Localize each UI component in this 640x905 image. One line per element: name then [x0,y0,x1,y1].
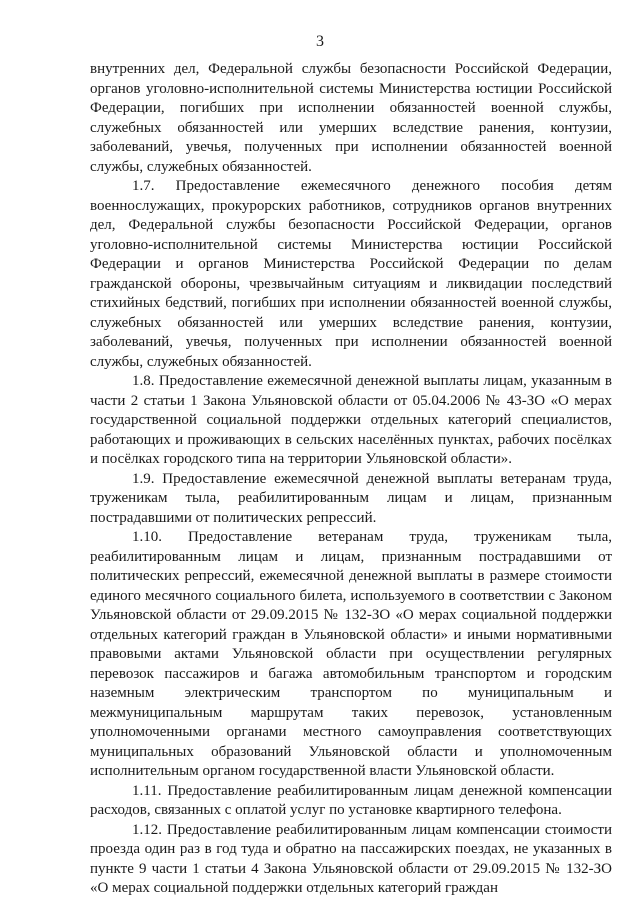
paragraph-1-10: 1.10. Предоставление ветеранам труда, труженикам тыла, реабилитированным лицам и лицам, признанным пострадавшими от политических репрессий, ежемесячной денежной выплаты в размере стоимости единого месячного социального билета, используемого в соответствии с Законом Ульяновской области от 29.09.2015 № 132-ЗО «О мерах социальной поддержки отдельных категорий граждан в Ульяновской области» и иными нормативными правовыми актами Ульяновской области при осуществлении регулярных перевозок пассажиров и багажа автомобильным транспортом и городским наземным электрическим транспортом по муниципальным и межмуниципальным маршрутам таких перевозок, установленным уполномоченными органами местного самоуправления соответствующих муниципальных образований Ульяновской области и уполномоченным исполнительным органом государственной власти Ульяновской области. [90,529,612,779]
paragraph-1-11: 1.11. Предоставление реабилитированным лицам денежной компенсации расходов, связанных с оплатой услуг по установке квартирного телефона. [90,782,612,818]
paragraph-continuation: внутренних дел, Федеральной службы безопасности Российской Федерации, органов уголовно-исполнительной системы Министерства юстиции Российской Федерации, погибших при исполнении обязанностей военной службы, служебных обязанностей или умерших вследствие ранения, контузии, заболеваний, увечья, полученных при исполнении обязанностей военной службы, служебных обязанностей. [90,61,612,175]
paragraph-1-8: 1.8. Предоставление ежемесячной денежной выплаты лицам, указанным в части 2 статьи 1 Закона Ульяновской области от 05.04.2006 № 43-ЗО «О мерах государственной социальной поддержки отдельных категорий специалистов, работающих и проживающих в сельских населённых пунктах, рабочих посёлках и посёлках городского типа на территории Ульяновской области». [90,373,612,467]
document-body [90,60,612,899]
paragraph-1-7: 1.7. Предоставление ежемесячного денежного пособия детям военнослужащих, прокурорских работников, сотрудников органов внутренних дел, Федеральной службы безопасности Российской Федерации, органов уголовно-исполнительной системы Министерства юстиции Российской Федерации и органов Министерства Российской Федерации по делам гражданской обороны, чрезвычайным ситуациям и ликвидации последствий стихийных бедствий, погибших при исполнении обязанностей военной службы, служебных обязанностей или умерших вследствие ранения, контузии, заболеваний, увечья, полученных при исполнении обязанностей военной службы, служебных обязанностей. [90,178,612,370]
page-number: 3 [316,33,324,50]
paragraph-1-9: 1.9. Предоставление ежемесячной денежной выплаты ветеранам труда, труженикам тыла, реабилитированным лицам и лицам, признанным пострадавшими от политических репрессий. [90,470,612,526]
paragraph-1-12: 1.12. Предоставление реабилитированным лицам компенсации стоимости проезда один раз в год туда и обратно на пассажирских поездах, не указанных в пункте 9 части 1 статьи 4 Закона Ульяновской области от 29.09.2015 № 132-ЗО «О мерах социальной поддержки отдельных категорий граждан [90,821,612,896]
